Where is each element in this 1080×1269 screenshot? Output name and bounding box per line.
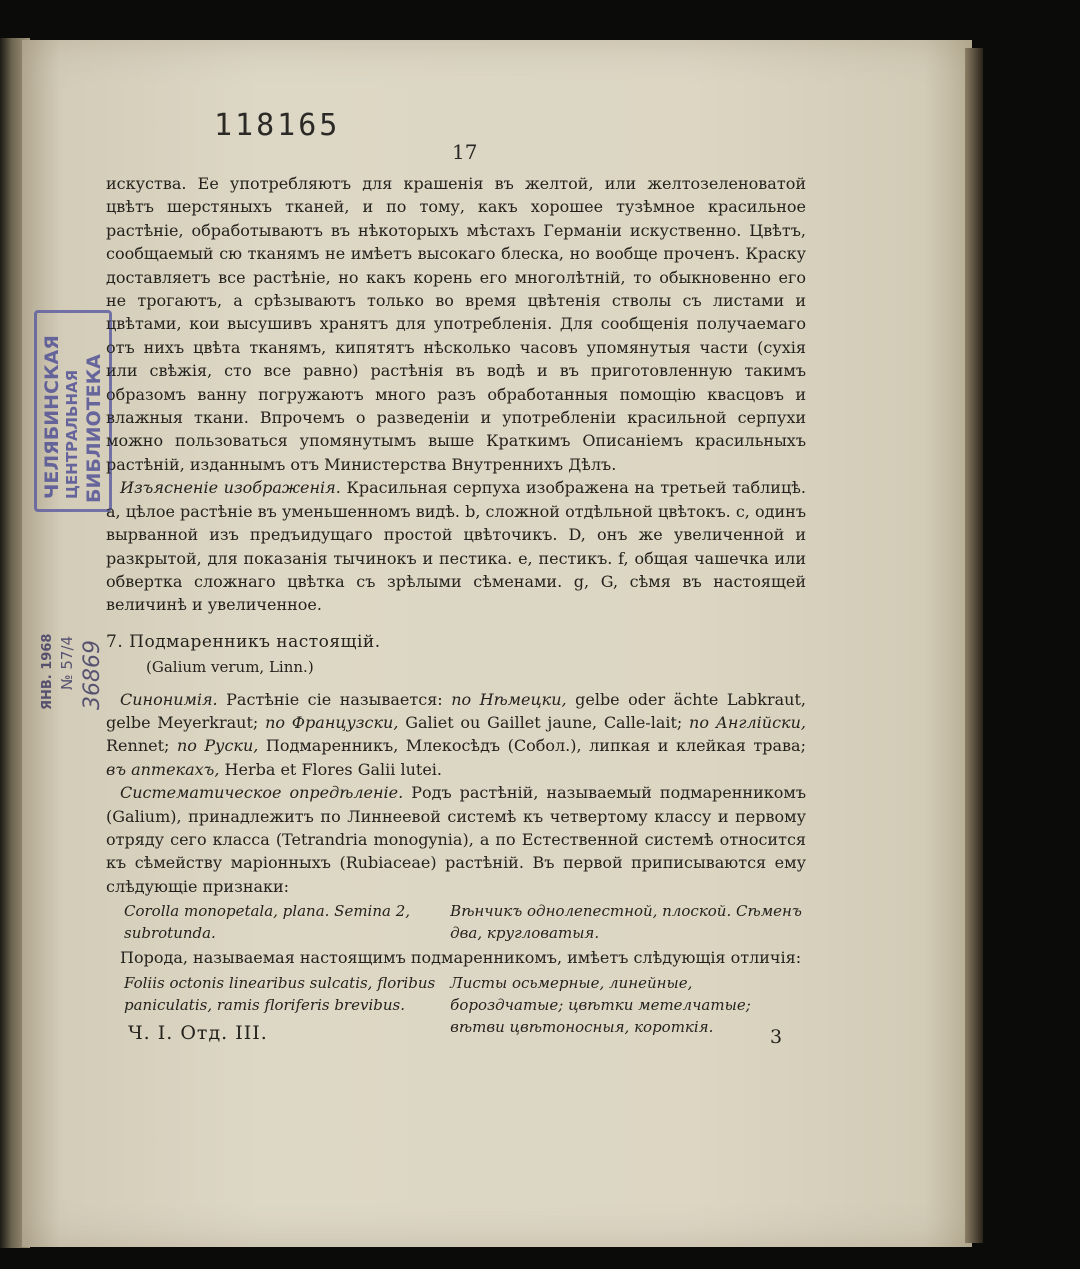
synonymy-russian: Подмаренникъ, Млекосѣдъ (Собол.), липкая и клейкая трава; — [265, 736, 806, 756]
synonymy-russian-label: по Руски, — [176, 736, 259, 756]
stamp-line-3: БИБЛИОТЕКА — [83, 354, 105, 503]
page-number: 17 — [452, 140, 478, 164]
species-latin: Foliis octonis linearibus sulcatis, floribus paniculatis, ramis floriferis brevibus. — [124, 973, 436, 1014]
synonymy-german-label: по Нѣмецки, — [451, 689, 567, 709]
stamp-line-2: ЦЕНТРАЛЬНАЯ — [63, 369, 81, 499]
accession-date: ЯНВ. 1968 — [40, 633, 55, 710]
page-edge — [965, 48, 983, 1243]
explanation-label: Изъясненіе изображенія. — [120, 478, 341, 498]
accession-number: № 57/4 — [58, 635, 76, 690]
paragraph-dyeing: искуства. Ее употребляютъ для крашенія въ желтой, или желтозеленоватой цвѣтъ шерстяныхъ тканей, и по тому, какъ хорошее тузѣмное красильное растѣніе, обработываютъ въ нѣкоторыхъ мѣстахъ Германіи искуственно. Цвѣтъ, сообщаемый сю тканямъ не имѣетъ высокаго блеска, но вообще проченъ. Краску доставляетъ все растѣніе, но какъ корень его многолѣтній, то обыкновенно его не трогаютъ, а срѣзываютъ только во время цвѣтенія стволы съ листами и цвѣтами, кои высушивъ хранятъ для употребленія. Для сообщенія получаемаго отъ нихъ цвѣта тканямъ, кипятятъ нѣсколько часовъ упомянутыя части (сухія или свѣжія, сто все равно) растѣнія въ водѣ и въ приготовленную такимъ образомъ ванну погружаютъ много разъ обработанныя помощію квасцовъ и влажныя ткани. Впрочемъ о разведеніи и употребленіи красильной серпухи можно пользоваться упомянутымъ выше Краткимъ Описаніемъ красильныхъ растѣній, изданнымъ отъ Министерства Внутреннихъ Дѣлъ. — [106, 174, 806, 474]
stamp-line-1: ЧЕЛЯБИНСКАЯ — [41, 335, 63, 499]
synonymy-german: gelbe oder ächte Labkraut, gelbe Meyerkraut; — [106, 689, 806, 732]
genus-latin: Corolla monopetala, plana. Semina 2, subrotunda. — [124, 902, 411, 943]
species-russian: Листы осьмерные, линейные, бороздчатые; цвѣтки метелчатые; вѣтви цвѣтоносныя, короткія. — [450, 973, 751, 1036]
library-stamp — [34, 310, 112, 512]
genus-russian: Вѣнчикъ однолепестной, плоской. Сѣменъ два, кругловатыя. — [450, 902, 802, 943]
synonymy-english: Rennet; — [106, 736, 170, 756]
synonymy-english-label: по Англійски, — [689, 712, 806, 732]
synonymy-pharmacy-label: въ аптекахъ, — [106, 759, 220, 779]
sheet-signature: 3 — [770, 1026, 783, 1048]
section-latin-name: (Galium verum, Linn.) — [146, 658, 314, 677]
systematic-paragraph — [106, 781, 806, 898]
genus-characters — [106, 900, 806, 944]
systematic-label: Систематическое опредѣленіе. — [120, 783, 404, 803]
accession-handwritten: 36869 — [80, 640, 105, 710]
synonymy-paragraph — [106, 688, 806, 782]
synonymy-label: Синонимія. — [120, 689, 218, 709]
page-body — [106, 172, 806, 1040]
explanation-text: Красильная серпуха изображена на третьей таблицѣ. a, цѣлое растѣніе въ уменьшенномъ видѣ. b, сложной отдѣльной цвѣтокъ. c, одинъ вырванной изъ предъидущаго простой цвѣточикъ. D, онъ же увеличенной и разкрытой, для показанія тычинокъ и пестика. e, пестикъ. f, общая чашечка или обвертка сложнаго цвѣтка съ зрѣлыми сѣменами. g, G, сѣмя въ настоящей величинѣ и увеличенное. — [106, 478, 806, 615]
footer-part: Ч. I. Отд. III. — [128, 1022, 268, 1044]
section-heading: 7. Подмаренникъ настоящій. — [106, 631, 381, 652]
synonymy-text: Растѣніе сіе называется: — [226, 689, 443, 709]
inventory-number: 118165 — [214, 108, 341, 143]
species-intro: Порода, называемая настоящимъ подмаренникомъ, имѣетъ слѣдующія отличія: — [120, 948, 802, 968]
synonymy-french: Galiet ou Gaillet jaune, Calle-lait; — [405, 712, 683, 732]
synonymy-french-label: по Французски, — [265, 712, 399, 732]
synonymy-pharmacy: Herba et Flores Galii lutei. — [224, 759, 442, 779]
figure-explanation — [106, 476, 806, 616]
systematic-text: Родъ растѣній, называемый подмаренникомъ (Galium), принадлежитъ по Линнеевой системѣ къ четвертому классу и первому отряду сего класса (Tetrandria monogynia), а по Естественной системѣ относится къ сѣмейству маріонныхъ (Rubiaceae) растѣній. Въ первой приписываются ему слѣдующіе признаки: — [106, 783, 807, 896]
